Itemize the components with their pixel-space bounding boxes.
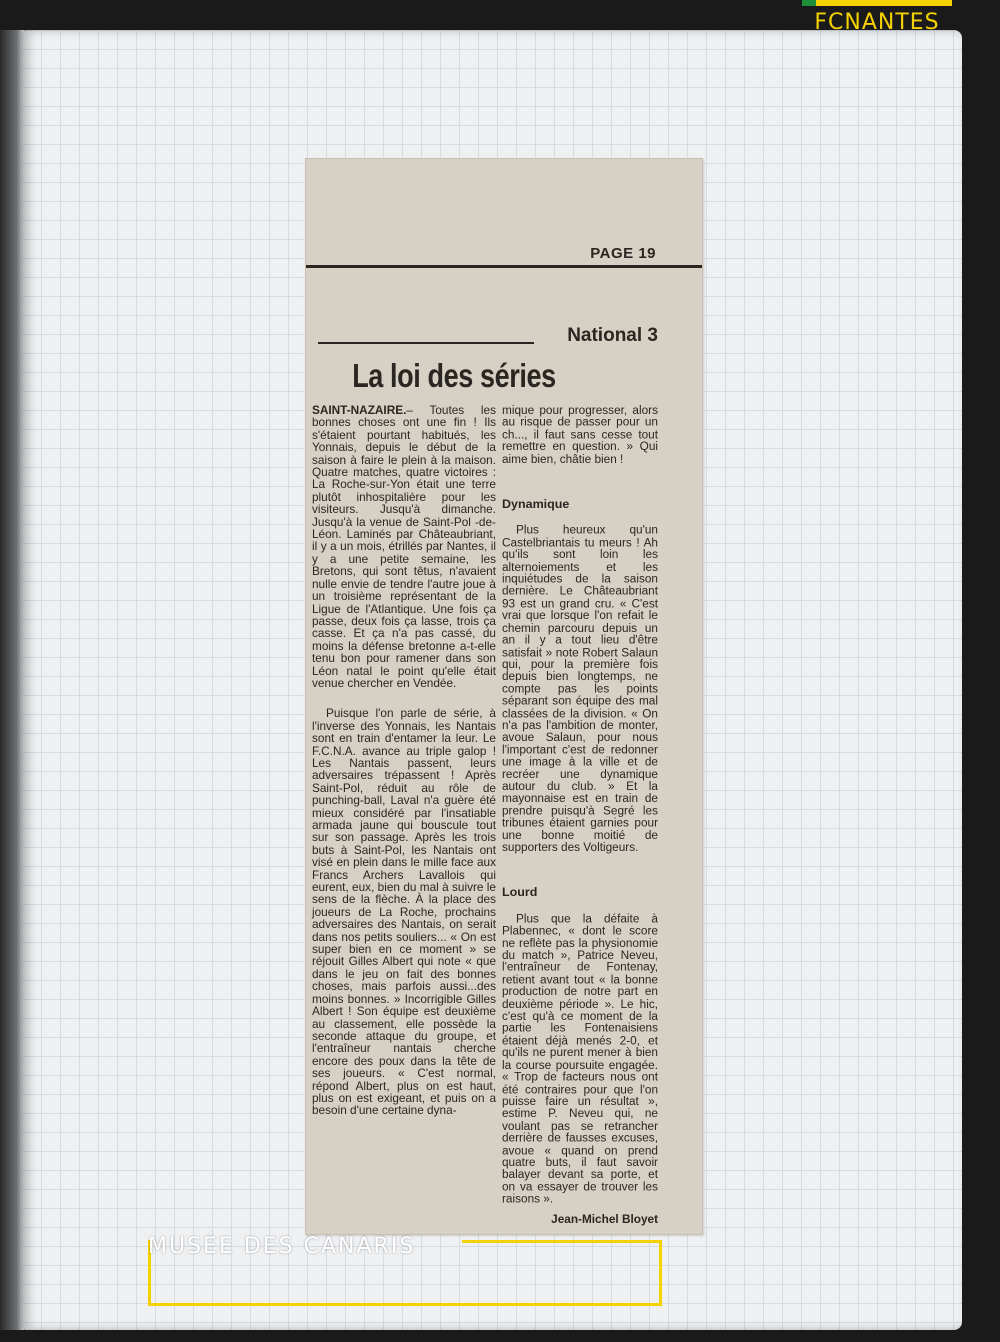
subheading-lourd: Lourd [502, 885, 538, 900]
page-number: PAGE 19 [590, 245, 656, 262]
author-signature: Jean-Michel Bloyet [551, 1211, 658, 1226]
article-paragraph [312, 404, 496, 689]
logo-yellow-bar [816, 0, 952, 6]
dateline: SAINT-NAZAIRE. [312, 403, 407, 417]
notebook-spine [0, 30, 24, 1330]
article-paragraph: Puisque l'on parle de série, à l'inverse des Yonnais, les Nantais sont en train d'entamer la leur. Le F.C.N.A. avance au triple galop ! Les Nantais passent, leurs adversaires trépassent ! Après Saint-Pol, réduit au rôle de punching-ball, Laval n'a guère été mieux considéré par l'insatiable armada jaune qui bouscule tout sur son passage. Après les trois buts à Saint-Pol, les Nantais ont visé en plein dans le mille face aux Francs Archers Lavallois qui eurent, eux, bien du mal à suivre le sens de la flèche. À la place des joueurs de La Roche, prochains adversaires des Nantais, on serait dans nos petits souliers... « On est super bien en ce moment » se réjouit Gilles Albert qui note « que dans le jeu on fait des bonnes choses, mais parfois aussi...des moins bonnes. » Incorrigible Gilles Albert ! Son équipe est deuxième au classement, elle possède la seconde attaque du groupe, et l'entraîneur nantais cherche encore des poux dans la tête de ses joueurs. « C'est normal, répond Albert, plus on est haut, plus on est exigeant, et puis on a besoin d'une certaine dyna- [312, 706, 496, 1118]
logo-text: FCNANTES [814, 10, 940, 35]
paragraph-text: – Toutes les bonnes choses ont une fin ! Ils s'étaient pourtant habitués, les Yonnais, depuis le début de la saison à faire le plein à la maison. Quatre matches, quatre victoires : La Roche-sur-Yon était une terre plutôt inhospitalière pour les visiteurs. Jusqu'à dimanche. Jusqu'à la venue de Saint-Pol -de-Léon. Laminés par Châteaubriant, il y a un mois, étrillés par Nantes, il y a une petite semaine, les Bretons, qui sont têtus, n'avaient nulle envie de tendre l'autre joue à un troisième représentant de la Ligue de l'Atlantique. Une fois ça passe, deux fois ça lasse, trois ça casse. Et ça n'a pas cassé, du moins la défense bretonne a-t-elle tenu bon pour ramener dans son Léon natal le point qu'elle était venue chercher en Vendée. [312, 403, 496, 690]
logo-green-bar [802, 0, 816, 6]
article-column-2 [502, 404, 658, 1225]
rubric-label: National 3 [567, 325, 658, 346]
article-headline: La loi des séries [352, 357, 556, 394]
rubric-rule [318, 342, 534, 344]
museum-frame-top [462, 1240, 662, 1243]
article-column-1 [312, 404, 496, 1117]
museum-label: MUSÉE DES CANARIS [148, 1234, 416, 1259]
subheading-dynamique: Dynamique [502, 497, 570, 512]
article-paragraph: Plus heureux qu'un Castelbriantais tu meurs ! Ah qu'ils sont loin les alternoiements et les inquiétudes de la saison dernière. Le Châteaubriant 93 est un grand cru. « C'est vrai que lorsque l'on refait le chemin parcouru depuis un an il y a tout lieu d'être satisfait » note Robert Salaun qui, pour la première fois depuis bien longtemps, ne compte pas les points séparant son équipe des mal classées de la division. « On n'a pas l'ambition de monter, avoue Salaun, pour nous l'important c'est de redonner une image à la ville et de recréer une dynamique autour du club. » Et la mayonnaise est en train de prendre puisqu'à Segré les tribunes étaient garnies pour une bonne moitié de supporters des Voltigeurs. [502, 523, 658, 854]
article-paragraph: Plus que la défaite à Plabennec, « dont le score ne reflète pas la physionomie du match », Patrice Neveu, l'entraîneur de Fontenay, retient avant tout « la bonne production de notre part en deuxième période ». Le hic, c'est qu'à ce moment de la partie les Fontenaisiens étaient déjà menés 2-0, et qu'ils ne purent mener à bien la course poursuite engagée. « Trop de facteurs nous ont été contraires pour que l'on puisse faire un résultat », estime P. Neveu qui, ne voulant pas se retrancher derrière de fausses excuses, avoue « quand on prend quatre buts, il faut savoir balayer devant sa porte, et on va essayer de trouver les raisons ». [502, 911, 658, 1206]
fc-nantes-logo [802, 0, 952, 42]
header-rule [306, 265, 702, 268]
article-paragraph: mique pour progresser, alors au risque de passer pour un ch..., il faut sans cesse tout remettre en question. » Qui aime bien, châtie bien ! [502, 403, 658, 466]
newspaper-clipping [305, 158, 703, 1235]
